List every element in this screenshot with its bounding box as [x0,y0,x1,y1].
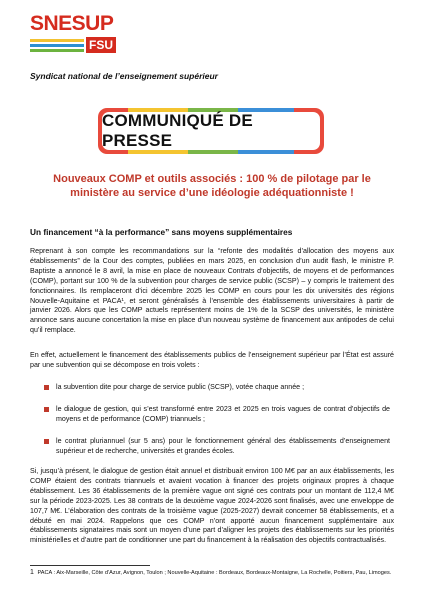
footnote-divider [30,565,150,566]
press-release-banner [102,112,320,150]
logo-text: SNESUP [30,12,114,35]
bullet-marker [44,439,49,444]
paragraph-comp-history: Si, jusqu’à présent, le dialogue de gestion était annuel et distribuait environ 100 M€ par an aux établissements, les COMP étaient des contrats triannuels et avaient vocation à financer des projets originaux propres à chaque établissement. Les 36 établissements de la première vague ont signé ces contrats pour un montant de 112,4 M€ sur la période 2023-2025. Les 38 contrats de la deuxième vague 2024-2026 sont finalisés, avec une enveloppe de 107,7 M€. L’élaboration des contrats de la troisième vague (2025-2027) devrait concerner 58 établissements, et a débuté en mai 2024. Rappelons que ces COMP n’ont apporté aucun financement supplémentaire aux établissements signataires mais sont un moyen d’une part d’aligner les projets des établissements sur les priorités ministérielles et d’autre part de conditionner une part du financement à la réalisation des objectifs contractualisés. [30,467,394,545]
list-item [44,383,390,393]
headline-line-1: Nouveaux COMP et outils associés : 100 % de pilotage par le [53,173,371,185]
bullet-marker [44,407,49,412]
logo-stripe-blue [30,44,84,47]
list-item-text: le contrat pluriannuel (sur 5 ans) pour le fonctionnement général des établissements d’enseignement supérieur et de recherche, universités et grandes écoles. [56,437,390,455]
list-item-text: la subvention dite pour charge de service public (SCSP), votée chaque année ; [56,383,305,391]
paragraph-intro: Reprenant à son compte les recommandations sur la “refonte des modalités d’allocation des moyens aux établissements” de la Cour des comptes, publiées en mars 2025, en conclusion d’un audit flash, le ministre P. Baptiste a annoncé le 8 avril, la mise en place de nouveaux Contrats d’objectifs, de moyens et de performances (COMP), portant sur 100 % de la subvention pour charges de service public (SCSP) – y compris le traitement des fonctionnaires. Ils remplaceront d’ici décembre 2025 les COMP en cours pour les dix universités des régions Nouvelle-Aquitaine et PACA¹, et seront généralisés à l’ensemble des établissements universitaires à partir de janvier 2026. Alors que les COMP actuels représentent moins de 1% de la SCSP des universités, le ministère annonce sans aucune concertation la mise en place d’un nouveau système de financement aux antipodes de celui qu’il remplace. [30,247,394,335]
headline-line-2: ministère au service d’une idéologie adéquationniste ! [70,187,354,199]
list-item-text: le dialogue de gestion, qui s’est transformé entre 2023 et 2025 en trois vagues de contrat d’objectifs de moyens et de performance (COMP) triannuels ; [56,405,390,423]
logo-stripes [30,39,84,54]
section-subtitle: Un financement “à la performance” sans moyens supplémentaires [30,227,293,237]
footnote [30,569,398,578]
list-item [44,437,390,457]
paragraph-funding: En effet, actuellement le financement des établissements publics de l’enseignement supérieur par l’État est assuré par une subvention qui se décompose en trois volets : [30,351,394,369]
list-item [44,405,390,425]
headline [30,172,394,200]
banner-title: COMMUNIQUÉ DE PRESSE [102,111,253,150]
logo-stripe-yellow [30,39,84,42]
snesup-logo [30,13,112,61]
bullet-marker [44,385,49,390]
footnote-number: 1 [30,569,34,576]
footnote-text: PACA : Aix-Marseille, Côte d’Azur, Avignon, Toulon ; Nouvelle-Aquitaine : Bordeaux, Bordeaux-Montaigne, La Rochelle, Poitiers, Pau, Limoges. [37,570,392,576]
organization-name: Syndicat national de l’enseignement supérieur [30,71,218,81]
logo-stripe-green [30,49,84,52]
logo-badge: FSU [86,37,116,53]
